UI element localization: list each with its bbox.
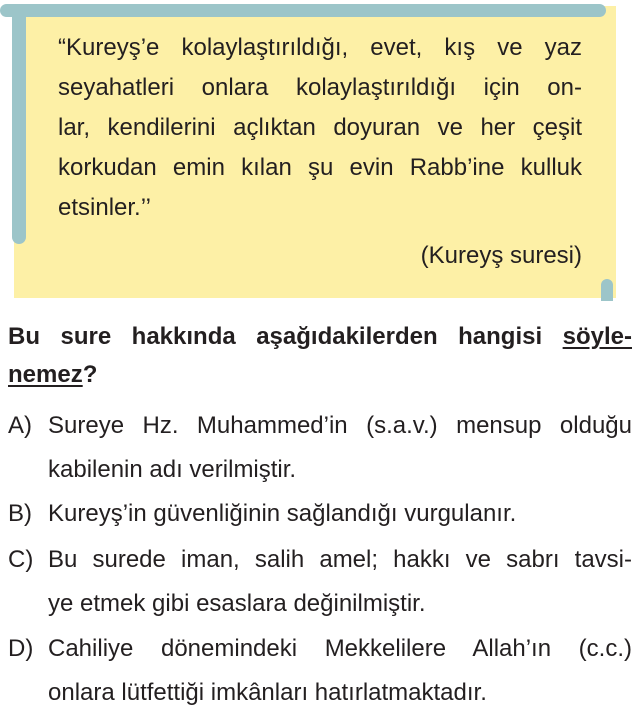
quote-line: etsinler.’’ <box>58 194 151 221</box>
option-line: ye etmek gibi esaslara değinilmiştir. <box>48 590 426 617</box>
option-line: onlara lütfettiği imkânları hatırlatmaktadır. <box>48 679 487 706</box>
question-stem <box>8 318 632 394</box>
option-line: Sureye Hz. Muhammed’in (s.a.v.) mensup olduğu <box>48 412 632 439</box>
option-letter: D) <box>8 635 34 662</box>
option-text <box>48 538 632 626</box>
quote-line: “Kureyş’e kolaylaştırıldığı, evet, kış ve yaz <box>58 34 582 61</box>
option-letter: C) <box>8 546 34 573</box>
option-text <box>48 627 632 715</box>
quote-source: (Kureyş suresi) <box>420 242 582 269</box>
option-letter: A) <box>8 412 32 439</box>
quote-card-top-bar <box>0 4 606 17</box>
option-letter: B) <box>8 500 32 527</box>
question-mark: ? <box>82 361 98 388</box>
question-emphasis: söyle- <box>562 323 632 350</box>
question-line <box>8 318 632 356</box>
option-text <box>48 492 632 536</box>
option-line: Cahiliye dönemindeki Mekkelilere Allah’ın (c.c.) <box>48 635 632 662</box>
quote-card-corner-tab <box>601 279 613 301</box>
quote-text <box>58 28 582 228</box>
option-line: kabilenin adı verilmiştir. <box>48 456 297 483</box>
option-text <box>48 404 632 492</box>
option-line: Kureyş’in güvenliğinin sağlandığı vurgulanır. <box>48 500 517 527</box>
quote-card-left-bar <box>12 4 26 244</box>
question-emphasis: nemez <box>8 361 83 388</box>
question-text: Bu sure hakkında aşağıdakilerden hangisi <box>8 323 563 350</box>
option-line: Bu surede iman, salih amel; hakkı ve sabrı tavsi- <box>48 546 632 573</box>
quote-line: seyahatleri onlara kolaylaştırıldığı için on- <box>58 74 582 101</box>
question-line <box>8 356 632 394</box>
quote-line: korkudan emin kılan şu evin Rabb’ine kulluk <box>58 154 582 181</box>
quote-line: lar, kendilerini açlıktan doyuran ve her çeşit <box>58 114 582 141</box>
